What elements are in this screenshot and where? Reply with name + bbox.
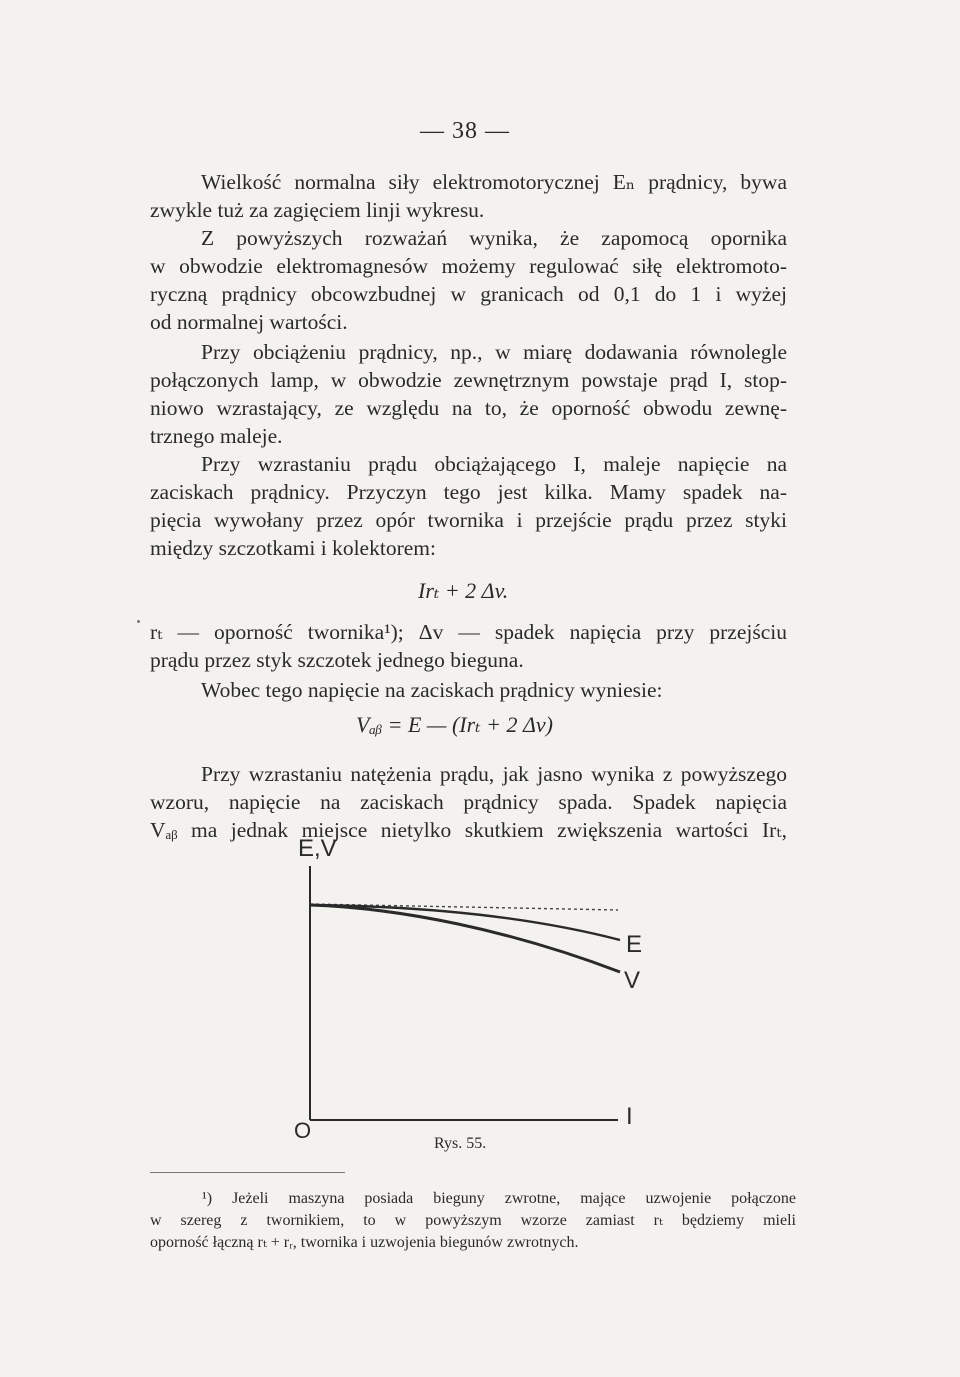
characteristic-diagram — [280, 820, 680, 1160]
footnote-line: w szereg z twornikiem, to w powyższym wzorze zamiast rₜ będziemy mieli — [150, 1212, 796, 1229]
text-line: Przy wzrastaniu natężenia prądu, jak jasno wynika z powyższego — [201, 762, 787, 786]
text-line: zwykle tuż za zagięciem linji wykresu. — [150, 198, 485, 222]
text-line: pięcia wywołany przez opór twornika i przejście prądu przez styki — [150, 508, 787, 532]
margin-dot — [137, 620, 140, 623]
text-line: Wobec tego napięcie na zaciskach prądnicy wyniesie: — [201, 678, 663, 702]
curve-v — [310, 905, 620, 972]
text-line: od normalnej wartości. — [150, 310, 348, 334]
origin-label: O — [294, 1118, 312, 1143]
text-line: Przy obciążeniu prądnicy, np., w miarę dodawania równolegle — [201, 340, 787, 364]
text-line: między szczotkami i kolektorem: — [150, 536, 436, 560]
figure-caption: Rys. 55. — [434, 1135, 487, 1152]
text-line: Z powyższych rozważań wynika, że zapomocą opornika — [201, 226, 787, 250]
text-line: zaciskach prądnicy. Przyczyn tego jest kilka. Mamy spadek na- — [150, 480, 787, 504]
text-line: ryczną prądnicy obcowzbudnej w granicach od 0,1 do 1 i wyżej — [150, 282, 787, 306]
text-line: niowo wzrastający, ze względu na to, że oporność obwodu zewnę- — [150, 396, 787, 420]
text-line: Przy wzrastaniu prądu obciążającego I, maleje napięcie na — [201, 452, 787, 476]
y-axis-label: E,V — [298, 835, 337, 862]
x-axis-label: I — [626, 1103, 633, 1130]
curve-e-label: E — [626, 931, 643, 958]
text-line: wzoru, napięcie na zaciskach prądnicy spada. Spadek napięcia — [150, 790, 787, 814]
footnote-line: ¹) Jeżeli maszyna posiada bieguny zwrotne, mające uzwojenie połączone — [202, 1190, 796, 1207]
formula-terminal-voltage: Vₐᵦ = E — (Irₜ + 2 Δv) — [356, 712, 553, 737]
text-line: rₜ — oporność twornika¹); Δv — spadek napięcia przy przejściu — [150, 620, 787, 644]
text-line: w obwodzie elektromagnesów możemy regulować siłę elektromoto- — [150, 254, 787, 278]
page-number: — 38 — — [420, 118, 510, 144]
text-line: połączonych lamp, w obwodzie zewnętrznym powstaje prąd I, stop- — [150, 368, 787, 392]
text-line: Vₐᵦ ma jednak miejsce nietylko skutkiem zwiększenia wartości Irₜ, — [150, 818, 787, 842]
curve-e — [310, 905, 620, 940]
text-line: prądu przez styk szczotek jednego bieguna. — [150, 648, 524, 672]
footnote-line: oporność łączną rₜ + rᵣ, twornika i uzwojenia biegunów zwrotnych. — [150, 1234, 579, 1251]
text-line: trznego maleje. — [150, 424, 283, 448]
formula-voltage-drop: Irₜ + 2 Δv. — [418, 578, 509, 603]
text-line: Wielkość normalna siły elektromotorycznej Eₙ prądnicy, bywa — [201, 170, 787, 194]
curve-v-label: V — [624, 967, 641, 994]
footnote-rule — [150, 1172, 345, 1173]
